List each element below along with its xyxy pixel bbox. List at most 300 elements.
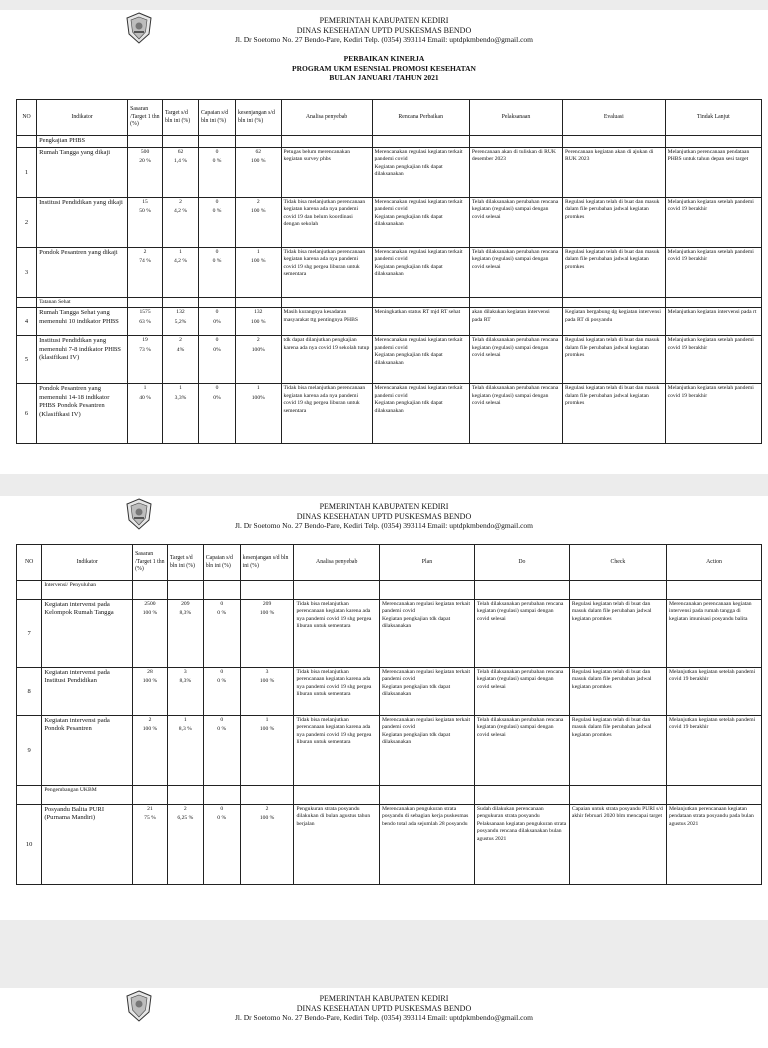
do-cell — [474, 716, 569, 786]
table-row — [17, 248, 762, 298]
capaian-value: 0 — [215, 337, 219, 344]
capaian-percent: 0% — [213, 346, 221, 353]
evaluasi-cell — [562, 198, 665, 248]
table-row — [17, 600, 762, 668]
target-percent: 4% — [176, 346, 185, 353]
indikator-cell — [37, 148, 128, 198]
target-value: 209 — [181, 601, 190, 607]
check-cell — [569, 716, 666, 786]
indikator-cell — [37, 198, 128, 248]
col-header-indikator: Indikator — [42, 545, 133, 581]
pelaksanaan-text: Telah dilaksanakan perubahan rencana kegiatan (regulasi) sampai dengan covid selesai — [471, 249, 559, 270]
kesenjangan-value: 209 — [262, 601, 272, 607]
capaian-value: 0 — [220, 601, 224, 607]
rencana-cell — [372, 248, 469, 298]
tindak-cell — [665, 308, 761, 336]
col-header-capaian: Capaian s/d bln ini (%) — [203, 545, 240, 581]
do-cell — [474, 600, 569, 668]
capaian-cell — [198, 248, 235, 298]
target-percent: 6,25 % — [177, 815, 194, 822]
analisa-cell — [281, 308, 372, 336]
target-cell — [163, 336, 199, 384]
capaian-cell — [198, 148, 235, 198]
indikator-text: Institusi Pendidikan yang dikaji — [39, 199, 123, 206]
kesenjangan-percent: 100 % — [259, 610, 275, 617]
kesenjangan-cell — [236, 148, 282, 198]
letterhead — [0, 496, 768, 540]
sasaran-value: 1575 — [139, 309, 151, 316]
indikator-text: Posyandu Balita PURI (Purnama Mandiri) — [44, 806, 105, 822]
evaluasi-cell — [562, 384, 665, 444]
kesenjangan-cell — [240, 600, 294, 668]
target-value: 132 — [176, 309, 185, 316]
rencana-text: Meningkatkan status RT mjd RT sehat — [374, 309, 461, 316]
kesenjangan-cell — [236, 198, 282, 248]
row-number — [17, 716, 42, 786]
target-cell — [163, 198, 199, 248]
kesenjangan-percent: 100% — [251, 394, 265, 401]
do-cell — [474, 668, 569, 716]
capaian-cell — [198, 198, 235, 248]
row-number-value: 8 — [27, 687, 31, 695]
check-text: Regulasi kegiatan telah di buat dan masuk dalam file perubahan jadwal kegiatan promkes — [571, 717, 652, 738]
capaian-cell — [198, 308, 235, 336]
row-number — [17, 384, 37, 444]
tindak-cell — [665, 248, 761, 298]
col-header-pelaksanaan: Pelaksanaan — [469, 100, 562, 136]
capaian-cell — [198, 336, 235, 384]
target-cell — [167, 805, 203, 885]
row-number-value: 4 — [24, 318, 29, 326]
col-header-check: Check — [569, 545, 666, 581]
check-text: Capaian untuk strata posyandu PURI s/d akhir februari 2020 blm mencapai target — [571, 806, 663, 820]
analisa-text: Tidak bisa melanjutkan perencanaan kegiatan karena ada nya pandemi covid 19 shg pergea liburan untuk sementara — [283, 249, 366, 278]
col-header-capaian: Capaian s/d bln ini (%) — [198, 100, 235, 136]
sasaran-value: 15 — [142, 199, 148, 205]
evaluasi-text: Perencanaan kegiatan akan di ajukan di RUK 2023 — [564, 149, 654, 163]
capaian-value: 0 — [220, 717, 224, 723]
table-row — [17, 384, 762, 444]
section-label: Pengkajian PHBS — [37, 136, 128, 148]
section-row — [17, 298, 762, 308]
evaluasi-cell — [562, 148, 665, 198]
letterhead-address: Jl. Dr Soetomo No. 27 Bendo-Pare, Kediri Telp. (0354) 393114 Email: uptdpkmbendo@gmail.com — [234, 521, 533, 530]
plan-cell — [379, 805, 474, 885]
analisa-text: Petugas belum merencanakan kegiatan survey phbs — [283, 149, 350, 163]
capaian-percent: 0 % — [217, 815, 227, 822]
plan-text: Merencanakan regulasi kegiatan terkait pandemi covid Kegiatan pengkajian tdk dapat dilaksanakan — [381, 669, 471, 698]
target-percent: 8,3% — [179, 610, 192, 617]
sasaran-cell — [133, 805, 168, 885]
target-percent: 8,3 % — [178, 726, 192, 733]
do-text: Telah dilaksanakan perubahan rencana kegiatan (regulasi) sampai dengan covid selesai — [476, 717, 564, 738]
capaian-value: 0 — [215, 385, 219, 392]
row-number-value: 10 — [25, 840, 33, 848]
table-row — [17, 148, 762, 198]
col-header-no: NO — [17, 100, 37, 136]
indikator-text: Kegiatan intervensi pada Kelompok Rumah Tangga — [44, 601, 114, 617]
check-text: Regulasi kegiatan telah di buat dan masuk dalam file perubahan jadwal kegiatan promkes — [571, 601, 652, 622]
analisa-text: Tidak bisa melanjutkan perencanaan kegiatan karena ada nya pandemi covid 19 shg pergea liburan untuk sementara — [296, 601, 372, 630]
letterhead — [0, 10, 768, 54]
sasaran-value: 500 — [140, 149, 150, 155]
capaian-percent: 0 % — [212, 158, 222, 165]
kesenjangan-value: 2 — [256, 337, 260, 344]
kesenjangan-percent: 100 % — [259, 726, 275, 733]
indikator-text: Rumah Tangga yang dikaji — [39, 149, 111, 156]
target-percent: 4,2 % — [173, 258, 188, 265]
capaian-cell — [198, 384, 235, 444]
capaian-cell — [203, 716, 240, 786]
kesenjangan-cell — [240, 716, 294, 786]
section-row — [17, 136, 762, 148]
sasaran-cell — [133, 600, 168, 668]
analisa-text: Pengukuran strata posyandu dilakukan di bulan agustus tahun berjalan — [296, 806, 371, 827]
row-number — [17, 198, 37, 248]
evaluasi-text: Regulasi kegiatan telah di buat dan masuk dalam file perubahan jadwal kegiatan promkes — [564, 199, 660, 220]
rencana-cell — [372, 198, 469, 248]
target-percent: 4,2 % — [173, 208, 188, 215]
analisa-cell — [281, 336, 372, 384]
rencana-cell — [372, 308, 469, 336]
table-row — [17, 716, 762, 786]
table-row — [17, 336, 762, 384]
pelaksanaan-cell — [469, 248, 562, 298]
analisa-text: Tidak bisa melanjutkan perencanaan kegiatan karena ada nya pandemi covid 19 dan belum koordinasi dengan sekolah — [283, 199, 366, 228]
kesenjangan-cell — [236, 308, 282, 336]
action-cell — [666, 668, 761, 716]
rencana-text: Merencanakan regulasi kegiatan terkait pandemi covid Kegiatan pengkajian tdk dapat dilaksanakan — [374, 249, 463, 278]
kesenjangan-value: 1 — [256, 385, 260, 392]
target-cell — [167, 600, 203, 668]
pelaksanaan-cell — [469, 336, 562, 384]
capaian-percent: 0 % — [212, 258, 222, 265]
evaluasi-text: Regulasi kegiatan telah di buat dan masuk dalam file perubahan jadwal kegiatan promkes — [564, 249, 660, 270]
col-header-target: Target s/d bln ini (%) — [167, 545, 203, 581]
analisa-text: Masih kurangnya kesadaran masyarakat ttg pentingnya PHBS — [283, 309, 358, 323]
kesenjangan-cell — [240, 805, 294, 885]
row-number-value: 9 — [27, 746, 31, 754]
sasaran-percent: 20 % — [139, 158, 151, 165]
target-cell — [163, 148, 199, 198]
analisa-text: Tidak bisa melanjutkan perencanaan kegiatan karena ada nya pandemi covid 19 shg pergea liburan untuk sementara — [283, 385, 366, 414]
indikator-cell — [42, 668, 133, 716]
pelaksanaan-cell — [469, 198, 562, 248]
target-cell — [167, 716, 203, 786]
row-number-value: 6 — [24, 410, 29, 418]
plan-text: Merencanakan pengukuran strata posyandu di sebagian kerja puskesmas bendo total ada sejumlah 28 posyandu — [381, 806, 469, 827]
sasaran-value: 21 — [147, 806, 153, 812]
performance-table-2 — [16, 544, 762, 885]
sasaran-cell — [128, 198, 163, 248]
capaian-value: 0 — [220, 806, 224, 812]
capaian-cell — [203, 668, 240, 716]
row-number-value: 2 — [24, 218, 29, 226]
evaluasi-cell — [562, 336, 665, 384]
table-row — [17, 308, 762, 336]
row-number — [17, 148, 37, 198]
rencana-text: Merencanakan regulasi kegiatan terkait pandemi covid Kegiatan pengkajian tdk dapat dilaksanakan — [374, 149, 463, 178]
action-text: Melanjutkan kegiatan setelah pandemi covid 19 berakhir — [668, 717, 756, 731]
plan-cell — [379, 716, 474, 786]
document-page-2 — [0, 496, 768, 920]
kesenjangan-value: 1 — [256, 249, 260, 255]
kesenjangan-percent: 100 % — [251, 208, 266, 215]
letterhead-line-1: PEMERINTAH KABUPATEN KEDIRI — [319, 16, 449, 25]
target-cell — [163, 308, 199, 336]
table-header-row — [17, 100, 762, 136]
sasaran-percent: 63 % — [139, 318, 151, 325]
tindak-cell — [665, 148, 761, 198]
kesenjangan-percent: 100 % — [251, 258, 266, 265]
capaian-percent: 0 % — [217, 610, 227, 617]
sasaran-cell — [128, 248, 163, 298]
rencana-cell — [372, 148, 469, 198]
kesenjangan-cell — [240, 668, 294, 716]
target-cell — [167, 668, 203, 716]
col-header-no: NO — [17, 545, 42, 581]
kesenjangan-percent: 100 % — [251, 318, 266, 325]
letterhead — [0, 988, 768, 1032]
col-header-action: Action — [666, 545, 761, 581]
title-line-1: PERBAIKAN KINERJA — [343, 54, 425, 63]
action-text: Melanjutkan perencanaan kegiatan pendataan strata posyandu pada bulan agustus 2021 — [668, 806, 754, 827]
tindak-cell — [665, 336, 761, 384]
sasaran-percent: 100 % — [142, 726, 158, 733]
kesenjangan-cell — [236, 384, 282, 444]
pelaksanaan-text: Telah dilaksanakan perubahan rencana kegiatan (regulasi) sampai dengan covid selesai — [471, 385, 559, 407]
check-cell — [569, 805, 666, 885]
row-number — [17, 600, 42, 668]
col-header-target: Target s/d bln ini (%) — [163, 100, 199, 136]
indikator-text: Pondok Pesantren yang dikaji — [39, 249, 118, 256]
pelaksanaan-cell — [469, 308, 562, 336]
col-header-analisa: Analisa penyebab — [281, 100, 372, 136]
target-value: 1 — [179, 249, 182, 255]
letterhead-line-2: DINAS KESEHATAN UPTD PUSKESMAS BENDO — [296, 511, 472, 521]
kesenjangan-value: 132 — [254, 309, 263, 316]
sasaran-cell — [128, 336, 163, 384]
indikator-cell — [37, 384, 128, 444]
check-cell — [569, 668, 666, 716]
pelaksanaan-text: Telah dilaksanakan perubahan rencana kegiatan (regulasi) sampai dengan covid selesai — [471, 337, 559, 359]
document-page-3 — [0, 988, 768, 1048]
table-header-row — [17, 545, 762, 581]
capaian-cell — [203, 600, 240, 668]
capaian-value: 0 — [215, 199, 219, 205]
target-value: 3 — [183, 669, 187, 675]
col-header-analisa: Analisa penyebab — [294, 545, 379, 581]
row-number — [17, 308, 37, 336]
rencana-text: Merencanakan regulasi kegiatan terkait pandemi covid Kegiatan pengkajian tdk dapat dilaksanakan — [374, 385, 463, 414]
target-percent: 3,3% — [174, 394, 187, 401]
row-number-value: 3 — [24, 268, 29, 276]
indikator-cell — [37, 308, 128, 336]
col-header-tindak: Tindak Lanjut — [665, 100, 761, 136]
analisa-cell — [281, 384, 372, 444]
target-value: 2 — [179, 337, 182, 344]
col-header-sasaran: Sasaran /Target 1 thn (%) — [128, 100, 163, 136]
sasaran-value: 19 — [142, 337, 148, 344]
evaluasi-text: Kegiatan bergabung dg kegiatan intervensi pada RT di posyandu — [564, 309, 661, 323]
capaian-value: 0 — [215, 309, 219, 316]
sasaran-cell — [128, 308, 163, 336]
pelaksanaan-cell — [469, 148, 562, 198]
col-header-rencana: Rencana Perbaikan — [372, 100, 469, 136]
performance-table-1 — [16, 99, 762, 444]
col-header-sasaran: Sasaran /Target 1 thn (%) — [133, 545, 168, 581]
analisa-cell — [294, 716, 379, 786]
kesenjangan-percent: 100 % — [259, 815, 275, 822]
sasaran-percent: 73 % — [139, 346, 151, 353]
title-line-2: PROGRAM UKM ESENSIAL PROMOSI KESEHATAN — [292, 63, 476, 73]
capaian-percent: 0% — [213, 318, 221, 325]
pelaksanaan-text: akan dilakukan kegiatan intervensi pada RT — [471, 309, 550, 323]
capaian-value: 0 — [215, 249, 219, 255]
col-header-kesenjangan: kesenjangan s/d bln ini (%) — [236, 100, 282, 136]
table-row — [17, 805, 762, 885]
sasaran-percent: 50 % — [139, 208, 151, 215]
action-cell — [666, 805, 761, 885]
action-cell — [666, 716, 761, 786]
letterhead-address: Jl. Dr Soetomo No. 27 Bendo-Pare, Kediri Telp. (0354) 393114 Email: uptdpkmbendo@gmail.com — [234, 35, 533, 44]
target-cell — [163, 384, 199, 444]
target-cell — [163, 248, 199, 298]
kesenjangan-value: 1 — [265, 717, 269, 723]
rencana-text: Merencanakan regulasi kegiatan terkait pandemi covid Kegiatan pengkajian tdk dapat dilaksanakan — [374, 199, 463, 228]
capaian-percent: 0 % — [217, 678, 227, 685]
pelaksanaan-cell — [469, 384, 562, 444]
capaian-value: 0 — [220, 669, 224, 675]
analisa-cell — [281, 148, 372, 198]
target-percent: 1,4 % — [173, 158, 188, 165]
indikator-cell — [42, 600, 133, 668]
rencana-text: Merencanakan regulasi kegiatan terkait pandemi covid Kegiatan pengkajian tdk dapat dilaksanakan — [374, 337, 463, 366]
sasaran-percent: 75 % — [144, 815, 156, 822]
analisa-cell — [281, 198, 372, 248]
row-number — [17, 336, 37, 384]
plan-cell — [379, 600, 474, 668]
sasaran-cell — [128, 148, 163, 198]
kesenjangan-cell — [236, 336, 282, 384]
document-page-1 — [0, 10, 768, 474]
analisa-cell — [294, 668, 379, 716]
sasaran-cell — [133, 716, 168, 786]
sasaran-percent: 100 % — [142, 610, 158, 617]
tindak-text: Melanjutkan perencanaan pendataan PHBS untuk tahun depan sesi target — [667, 149, 750, 163]
letterhead-line-2: DINAS KESEHATAN UPTD PUSKESMAS BENDO — [296, 25, 472, 35]
check-cell — [569, 600, 666, 668]
kesenjangan-value: 62 — [255, 149, 262, 155]
target-value: 2 — [183, 806, 187, 812]
sasaran-percent: 100 % — [142, 678, 158, 685]
row-number-value: 5 — [24, 356, 29, 364]
analisa-text: Tidak bisa melanjutkan perencanaan kegiatan karena ada nya pandemi covid 19 shg pergea liburan untuk sementara — [296, 717, 372, 746]
target-value: 1 — [183, 717, 187, 723]
row-number-value: 7 — [27, 629, 31, 637]
col-header-kesenjangan: kesenjangan s/d bln ini (%) — [240, 545, 294, 581]
indikator-cell — [37, 248, 128, 298]
indikator-text: Institusi Pendidikan yang memenuhi 7-8 indikator PHBS (klasifikasi IV) — [39, 337, 121, 362]
check-text: Regulasi kegiatan telah di buat dan masuk dalam file perubahan jadwal kegiatan promkes — [571, 669, 652, 690]
do-text: Sudah dilakukan perencanaan pengukuran strata posyandu Pelaksanaan kegiatan pengukuran strata posyandu rencana dilaksanakan bulan agustus 2021 — [476, 806, 567, 842]
section-row — [17, 786, 762, 805]
section-label: Pengembangan UKBM — [42, 786, 133, 805]
plan-cell — [379, 668, 474, 716]
do-text: Telah dilaksanakan perubahan rencana kegiatan (regulasi) sampai dengan covid selesai — [476, 669, 564, 690]
analisa-cell — [281, 248, 372, 298]
tindak-text: Melanjutkan kegiatan setelah pandemi covid 19 berakhir — [667, 249, 754, 263]
action-text: Merencanakan perencanaan kegiatan intervensi pada rumah tangga di kegiatan imunisasi posyandu balita — [668, 601, 752, 622]
kesenjangan-percent: 100% — [251, 346, 265, 353]
target-value: 62 — [177, 149, 184, 155]
capaian-cell — [203, 805, 240, 885]
row-number — [17, 805, 42, 885]
tindak-text: Melanjutkan kegiatan setelah pandemi covid 19 berakhir — [667, 337, 754, 351]
sasaran-cell — [133, 668, 168, 716]
title-line-3: BULAN JANUARI /TAHUN 2021 — [329, 73, 439, 82]
row-number — [17, 248, 37, 298]
tindak-cell — [665, 384, 761, 444]
tindak-cell — [665, 198, 761, 248]
kesenjangan-value: 2 — [256, 199, 260, 205]
sasaran-value: 2 — [148, 717, 152, 723]
analisa-cell — [294, 805, 379, 885]
tindak-text: Melanjutkan kegiatan setelah pandemi covid 19 berakhir — [667, 385, 754, 399]
sasaran-value: 28 — [147, 669, 153, 675]
pelaksanaan-text: Telah dilaksanakan perubahan rencana kegiatan (regulasi) sampai dengan covid selesai — [471, 199, 559, 220]
do-cell — [474, 805, 569, 885]
table-row — [17, 668, 762, 716]
target-value: 1 — [179, 385, 182, 392]
target-percent: 5,2% — [174, 318, 187, 325]
col-header-evaluasi: Evaluasi — [562, 100, 665, 136]
table-row — [17, 198, 762, 248]
indikator-text: Kegiatan intervensi pada Institusi Pendidikan — [44, 669, 110, 685]
sasaran-cell — [128, 384, 163, 444]
analisa-text: Tidak bisa melanjutkan perencanaan kegiatan karena ada nya pandemi covid 19 shg pergea liburan untuk sementara — [296, 669, 372, 698]
kesenjangan-value: 2 — [265, 806, 269, 812]
col-header-indikator: Indikator — [37, 100, 128, 136]
indikator-cell — [42, 805, 133, 885]
kesenjangan-percent: 100 % — [259, 678, 275, 685]
indikator-text: Rumah Tangga Sehat yang memenuhi 10 indikator PHBS — [39, 309, 119, 325]
plan-text: Merencanakan regulasi kegiatan terkait pandemi covid Kegiatan pengkajian tdk dapat dilaksanakan — [381, 601, 471, 630]
section-label: Tatanan Sehat — [37, 298, 128, 308]
rencana-cell — [372, 336, 469, 384]
plan-text: Merencanakan regulasi kegiatan terkait pandemi covid Kegiatan pengkajian tdk dapat dilaksanakan — [381, 717, 471, 746]
target-value: 2 — [179, 199, 182, 205]
sasaran-value: 2500 — [144, 601, 156, 607]
action-text: Melanjutkan kegiatan setelah pandemi covid 19 berakhir — [668, 669, 756, 683]
sasaran-percent: 74 % — [139, 258, 151, 265]
capaian-value: 0 — [215, 149, 219, 155]
letterhead-line-1: PEMERINTAH KABUPATEN KEDIRI — [319, 994, 449, 1003]
kesenjangan-cell — [236, 248, 282, 298]
kesenjangan-percent: 100 % — [251, 158, 266, 165]
letterhead-line-2: DINAS KESEHATAN UPTD PUSKESMAS BENDO — [296, 1003, 472, 1013]
letterhead-line-1: PEMERINTAH KABUPATEN KEDIRI — [319, 502, 449, 511]
sasaran-value: 1 — [143, 385, 147, 392]
section-row — [17, 581, 762, 600]
evaluasi-text: Regulasi kegiatan telah di buat dan masuk dalam file perubahan jadwal kegiatan promkes — [564, 385, 660, 407]
rencana-cell — [372, 384, 469, 444]
sasaran-value: 2 — [143, 249, 147, 255]
tindak-text: Melanjutkan kegiatan intervensi pada rt — [667, 309, 757, 316]
action-cell — [666, 600, 761, 668]
col-header-plan: Plan — [379, 545, 474, 581]
capaian-percent: 0% — [213, 394, 221, 401]
